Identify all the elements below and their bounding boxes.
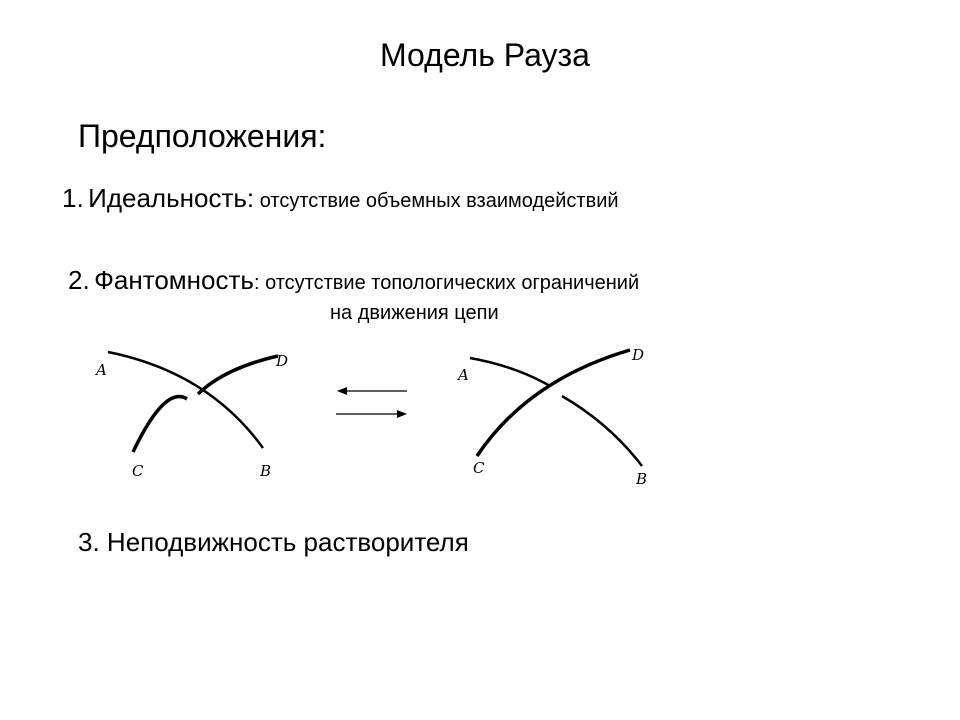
arrow-left (337, 387, 407, 395)
right-label-c: C (473, 459, 485, 477)
left-crossing (94, 352, 288, 480)
assumption-2-number: 2. (68, 265, 90, 295)
assumption-1-description: отсутствие объемных взаимодействий (254, 190, 619, 212)
right-crossing (456, 346, 647, 488)
right-label-a: A (458, 366, 469, 384)
equilibrium-arrows (336, 387, 407, 418)
left-label-b: B (260, 462, 272, 480)
arrow-right (336, 410, 407, 418)
assumption-3-term: Неподвижность растворителя (106, 527, 469, 557)
assumptions-heading: Предположения: (78, 118, 327, 154)
assumption-3-number: 3. (78, 527, 100, 557)
slide-title: Модель Рауза (380, 37, 590, 73)
left-label-d: D (276, 352, 289, 370)
assumption-3 (78, 522, 469, 562)
left-label-c: C (132, 462, 144, 480)
left-label-a: A (96, 361, 107, 379)
assumption-1-term: Идеальность: (88, 183, 255, 213)
right-chain-ab (470, 358, 550, 386)
right-label-d: D (632, 346, 645, 364)
assumption-2-description: : отсутствие топологических ограничений (253, 272, 640, 294)
right-label-b: B (636, 470, 648, 488)
assumption-2-term: Фантомность (94, 265, 254, 295)
left-chain-cd (133, 397, 187, 452)
right-chain-ab-over (562, 396, 642, 466)
assumption-1-number: 1. (62, 183, 84, 213)
left-chain-cd-over (198, 356, 278, 394)
assumption-2-description-continued: на движения цепи (330, 302, 499, 324)
